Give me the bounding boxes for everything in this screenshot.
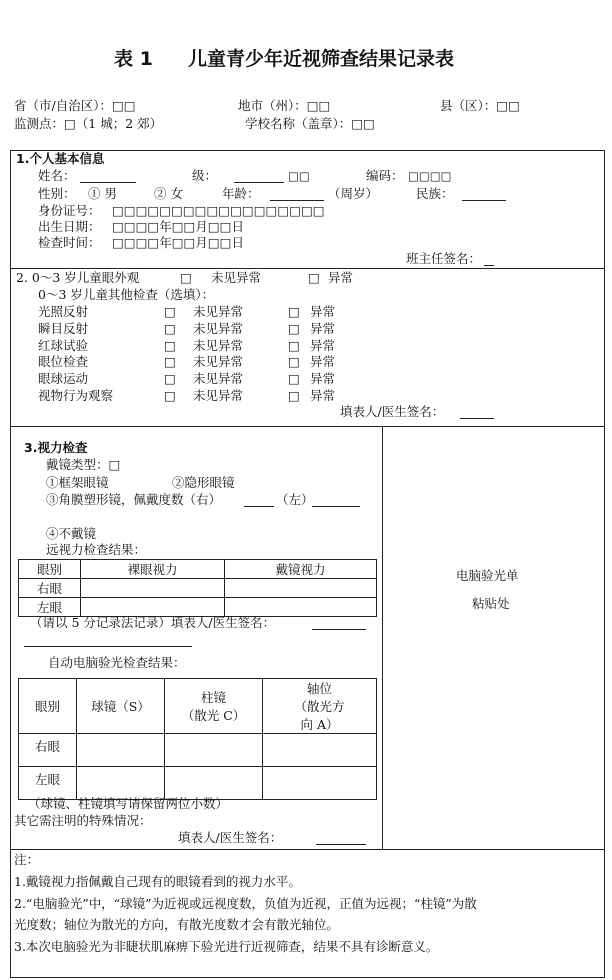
normal-option: 未见异常 [193, 304, 244, 319]
age-input[interactable] [270, 188, 324, 201]
normal-option: 未见异常 [193, 371, 244, 387]
va-left-corrected-cell[interactable] [225, 598, 377, 617]
checkbox-icon[interactable]: □ [288, 388, 300, 403]
ethnicity-input[interactable] [462, 188, 506, 201]
check-item-label: 红球试验 [38, 337, 89, 353]
decimal-note: （球镜、柱镜填写请保留两位小数） [28, 796, 229, 811]
check-item-label: 光照反射 [38, 304, 89, 319]
province-field[interactable]: 省（市/自治区）：□□ [14, 98, 136, 113]
name-label: 姓名： [38, 168, 76, 183]
ref-row-right: 右眼 [19, 734, 77, 767]
section3-signature-input[interactable] [316, 832, 366, 845]
checkbox-icon[interactable]: □ [288, 304, 300, 319]
exam-date-boxes[interactable]: □□□□年□□月□□日 [112, 235, 244, 250]
divider [10, 268, 604, 269]
ref-right-axis-cell[interactable] [263, 734, 377, 767]
divider [10, 426, 604, 427]
checkbox-icon[interactable]: □ [164, 388, 176, 403]
section2-signature-label: 填表人/医生签名： [340, 404, 445, 419]
ref-header-cylinder [165, 679, 263, 734]
ref-row-left: 左眼 [19, 767, 77, 800]
va-note: （请以 5 分记录法记录）填表人/医生签名： [30, 615, 276, 630]
ref-header-cylinder-l1: 柱镜 [200, 690, 226, 705]
va-header-naked: 裸眼视力 [81, 560, 225, 579]
far-vision-title: 远视力检查结果： [46, 542, 147, 557]
grade-label: 级： [192, 168, 218, 183]
checkbox-icon[interactable]: □ [308, 270, 320, 285]
ref-header-axis-l2: （散光方 [294, 699, 345, 714]
checkbox-icon[interactable]: □ [164, 354, 176, 370]
ortho-k-option[interactable]: ③角膜塑形镜，佩戴度数（右） [46, 492, 222, 507]
ref-right-sphere-cell[interactable] [77, 734, 165, 767]
county-field[interactable]: 县（区）：□□ [440, 98, 520, 113]
glasses-type-field[interactable]: 戴镜类型：□ [46, 457, 121, 472]
check-item-label: 瞬目反射 [38, 320, 89, 336]
right-power-input[interactable] [244, 494, 274, 507]
checkbox-icon[interactable]: □ [164, 304, 176, 319]
notes-label: 注： [14, 852, 40, 867]
grade-boxes[interactable]: □□ [288, 169, 310, 183]
va-left-naked-cell[interactable] [81, 598, 225, 617]
ref-header-axis-l3: 向 A） [300, 717, 339, 732]
checkbox-icon[interactable]: □ [164, 320, 176, 336]
abnormal-option: 异常 [310, 304, 336, 319]
normal-option: 未见异常 [211, 270, 262, 285]
id-number-boxes[interactable]: □□□□□□□□□□□□□□□□□□ [112, 203, 325, 218]
gender-label: 性别： [38, 186, 76, 201]
abnormal-option: 异常 [310, 320, 336, 336]
normal-option: 未见异常 [193, 337, 244, 353]
table-number: 表 1 [114, 48, 153, 70]
monitoring-site-field[interactable]: 监测点：□（1 城；2 郊） [14, 116, 163, 131]
checkbox-icon[interactable]: □ [164, 371, 176, 387]
note-2-line1: 2.“电脑验光”中，“球镜”为近视或远视度数，负值为近视，正值为远视；“柱镜”为散 [14, 896, 477, 911]
check-item-label: 眼位检查 [38, 354, 89, 370]
va-row-right: 右眼 [19, 579, 81, 598]
id-number-label: 身份证号： [38, 203, 101, 218]
age-label: 年龄： [222, 186, 260, 201]
teacher-signature-input[interactable] [484, 253, 494, 266]
no-glasses-option[interactable]: ④不戴镜 [46, 526, 97, 541]
divider [10, 849, 604, 850]
code-label: 编码： [366, 168, 404, 183]
special-conditions-label: 其它需注明的特殊情况： [14, 813, 152, 828]
checkbox-icon[interactable]: □ [180, 270, 192, 285]
ref-left-cylinder-cell[interactable] [165, 767, 263, 800]
va-signature-input[interactable] [312, 617, 366, 630]
check-item-label: 眼球运动 [38, 371, 89, 387]
section3-signature-label: 填表人/医生签名： [178, 830, 283, 845]
birth-date-label: 出生日期： [38, 219, 101, 234]
section1-heading: 1.个人基本信息 [16, 151, 105, 166]
normal-option: 未见异常 [193, 320, 244, 336]
other-exams-label: 0～3 岁儿童其他检查（选填）： [38, 287, 215, 302]
paste-area-label-2: 粘贴处 [472, 596, 510, 611]
grade-input[interactable] [234, 170, 284, 183]
visual-acuity-table [18, 559, 377, 617]
age-unit: （周岁） [328, 186, 379, 201]
abnormal-option: 异常 [310, 371, 336, 387]
page-title: 儿童青少年近视筛查结果记录表 [188, 48, 455, 70]
ref-header-axis [263, 679, 377, 734]
section3-heading: 3.视力检查 [24, 440, 88, 455]
va-right-corrected-cell[interactable] [225, 579, 377, 598]
left-power-label: （左） [276, 492, 314, 507]
va-header-eye: 眼别 [19, 560, 81, 579]
exam-date-label: 检查时间： [38, 235, 101, 250]
checkbox-icon[interactable]: □ [164, 337, 176, 353]
divider [382, 426, 383, 849]
birth-date-boxes[interactable]: □□□□年□□月□□日 [112, 219, 244, 234]
section2-signature-input[interactable] [460, 406, 494, 419]
ref-right-cylinder-cell[interactable] [165, 734, 263, 767]
normal-option: 未见异常 [193, 388, 244, 403]
ethnicity-label: 民族： [416, 186, 454, 201]
normal-option: 未见异常 [193, 354, 244, 370]
abnormal-option: 异常 [310, 354, 336, 370]
va-right-naked-cell[interactable] [81, 579, 225, 598]
va-header-corrected: 戴镜视力 [225, 560, 377, 579]
gender-male-option[interactable]: ① 男 [88, 186, 117, 201]
abnormal-option: 异常 [328, 270, 354, 285]
eye-appearance-label: 2. 0～3 岁儿童眼外观 [16, 270, 140, 285]
ref-left-sphere-cell[interactable] [77, 767, 165, 800]
ref-header-eye: 眼别 [19, 679, 77, 734]
note-3: 3.本次电脑验光为非睫状肌麻痹下验光进行近视筛查，结果不具有诊断意义。 [14, 939, 439, 954]
city-field[interactable]: 地市（州）：□□ [238, 98, 331, 113]
checkbox-icon[interactable]: □ [288, 371, 300, 387]
gender-female-option[interactable]: ② 女 [154, 186, 183, 201]
separator-line [24, 646, 192, 647]
ref-header-sphere: 球镜（S） [77, 679, 165, 734]
checkbox-icon[interactable]: □ [288, 337, 300, 353]
checkbox-icon[interactable]: □ [288, 320, 300, 336]
contact-lens-option[interactable]: ②隐形眼镜 [172, 475, 235, 490]
note-1: 1.戴镜视力指佩戴自己现有的眼镜看到的视力水平。 [14, 874, 301, 889]
note-2-line2: 光度数；轴位为散光的方向，有散光度数才会有散光轴位。 [14, 917, 340, 932]
paste-area-label: 电脑验光单 [456, 568, 519, 583]
name-input[interactable] [80, 170, 136, 183]
check-item-label: 视物行为观察 [38, 388, 114, 403]
teacher-signature-label: 班主任签名： [406, 251, 482, 266]
ref-header-axis-l1: 轴位 [306, 681, 332, 696]
code-boxes[interactable]: □□□□ [408, 169, 452, 183]
school-name-field[interactable]: 学校名称（盖章）：□□ [245, 116, 375, 131]
ref-left-axis-cell[interactable] [263, 767, 377, 800]
left-power-input[interactable] [312, 494, 360, 507]
abnormal-option: 异常 [310, 337, 336, 353]
auto-refraction-title: 自动电脑验光检查结果： [48, 655, 186, 670]
va-row-left: 左眼 [19, 598, 81, 617]
refraction-table [18, 678, 377, 800]
frame-glasses-option[interactable]: ①框架眼镜 [46, 475, 109, 490]
abnormal-option: 异常 [310, 388, 336, 403]
checkbox-icon[interactable]: □ [288, 354, 300, 370]
ref-header-cylinder-l2: （散光 C） [181, 708, 246, 723]
